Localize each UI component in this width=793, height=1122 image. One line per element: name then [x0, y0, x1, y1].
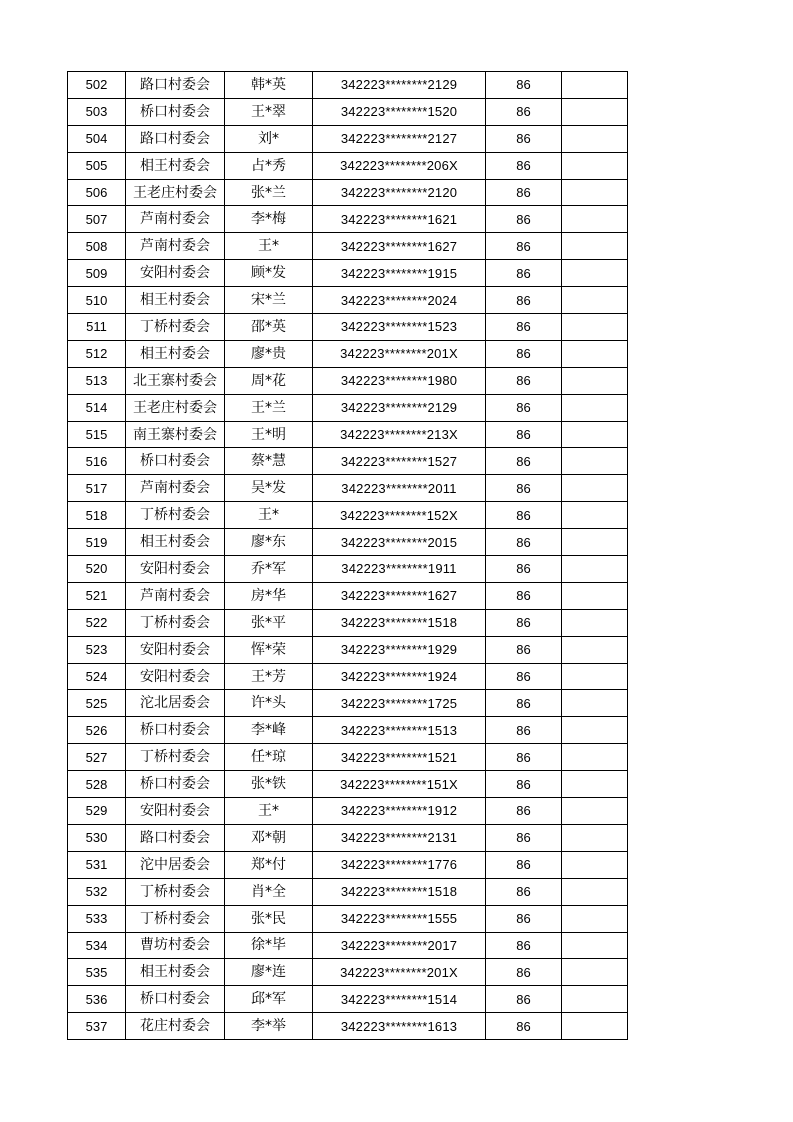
organization-cell: 路口村委会: [126, 72, 225, 99]
table-row: [68, 340, 628, 367]
organization-cell: 丁桥村委会: [126, 609, 225, 636]
table-row: [68, 878, 628, 905]
id-number-cell: 342223********2129: [313, 72, 486, 99]
organization-cell: 安阳村委会: [126, 663, 225, 690]
note-cell: [562, 287, 628, 314]
row-number-cell: 519: [68, 529, 126, 556]
table-row: [68, 959, 628, 986]
note-cell: [562, 986, 628, 1013]
organization-cell: 丁桥村委会: [126, 905, 225, 932]
score-cell: 86: [486, 824, 562, 851]
id-number-cell: 342223********1613: [313, 1013, 486, 1040]
person-name-cell: 刘*: [225, 125, 313, 152]
row-number-cell: 529: [68, 798, 126, 825]
person-name-cell: 邵*英: [225, 314, 313, 341]
organization-cell: 芦南村委会: [126, 582, 225, 609]
organization-cell: 北王寨村委会: [126, 367, 225, 394]
id-number-cell: 342223********1621: [313, 206, 486, 233]
table-row: [68, 582, 628, 609]
table-row: [68, 72, 628, 99]
person-name-cell: 宋*兰: [225, 287, 313, 314]
note-cell: [562, 878, 628, 905]
note-cell: [562, 502, 628, 529]
id-number-cell: 342223********201X: [313, 340, 486, 367]
score-cell: 86: [486, 744, 562, 771]
score-cell: 86: [486, 878, 562, 905]
organization-cell: 丁桥村委会: [126, 314, 225, 341]
note-cell: [562, 663, 628, 690]
score-cell: 86: [486, 690, 562, 717]
score-cell: 86: [486, 233, 562, 260]
note-cell: [562, 125, 628, 152]
id-number-cell: 342223********213X: [313, 421, 486, 448]
id-number-cell: 342223********1980: [313, 367, 486, 394]
score-cell: 86: [486, 287, 562, 314]
row-number-cell: 513: [68, 367, 126, 394]
note-cell: [562, 529, 628, 556]
note-cell: [562, 771, 628, 798]
row-number-cell: 507: [68, 206, 126, 233]
score-cell: 86: [486, 771, 562, 798]
person-name-cell: 李*梅: [225, 206, 313, 233]
note-cell: [562, 152, 628, 179]
person-name-cell: 乔*军: [225, 556, 313, 583]
organization-cell: 安阳村委会: [126, 636, 225, 663]
table-row: [68, 314, 628, 341]
roster-body: [68, 72, 628, 1040]
note-cell: [562, 717, 628, 744]
person-name-cell: 顾*发: [225, 260, 313, 287]
score-cell: 86: [486, 206, 562, 233]
score-cell: 86: [486, 717, 562, 744]
table-row: [68, 905, 628, 932]
organization-cell: 安阳村委会: [126, 556, 225, 583]
table-row: [68, 824, 628, 851]
id-number-cell: 342223********1912: [313, 798, 486, 825]
table-row: [68, 152, 628, 179]
person-name-cell: 张*民: [225, 905, 313, 932]
row-number-cell: 504: [68, 125, 126, 152]
row-number-cell: 508: [68, 233, 126, 260]
person-name-cell: 许*头: [225, 690, 313, 717]
row-number-cell: 524: [68, 663, 126, 690]
person-name-cell: 张*兰: [225, 179, 313, 206]
score-cell: 86: [486, 340, 562, 367]
id-number-cell: 342223********152X: [313, 502, 486, 529]
table-row: [68, 1013, 628, 1040]
person-name-cell: 王*: [225, 502, 313, 529]
note-cell: [562, 582, 628, 609]
person-name-cell: 韩*英: [225, 72, 313, 99]
score-cell: 86: [486, 179, 562, 206]
row-number-cell: 528: [68, 771, 126, 798]
person-name-cell: 廖*东: [225, 529, 313, 556]
note-cell: [562, 367, 628, 394]
person-name-cell: 王*翠: [225, 98, 313, 125]
organization-cell: 丁桥村委会: [126, 502, 225, 529]
note-cell: [562, 394, 628, 421]
person-name-cell: 张*铁: [225, 771, 313, 798]
id-number-cell: 342223********1911: [313, 556, 486, 583]
row-number-cell: 506: [68, 179, 126, 206]
note-cell: [562, 690, 628, 717]
organization-cell: 丁桥村委会: [126, 878, 225, 905]
note-cell: [562, 609, 628, 636]
id-number-cell: 342223********1776: [313, 851, 486, 878]
note-cell: [562, 233, 628, 260]
id-number-cell: 342223********206X: [313, 152, 486, 179]
id-number-cell: 342223********1725: [313, 690, 486, 717]
person-name-cell: 房*华: [225, 582, 313, 609]
note-cell: [562, 1013, 628, 1040]
row-number-cell: 516: [68, 448, 126, 475]
row-number-cell: 533: [68, 905, 126, 932]
organization-cell: 相王村委会: [126, 287, 225, 314]
row-number-cell: 502: [68, 72, 126, 99]
person-name-cell: 廖*连: [225, 959, 313, 986]
score-cell: 86: [486, 663, 562, 690]
id-number-cell: 342223********1527: [313, 448, 486, 475]
organization-cell: 路口村委会: [126, 125, 225, 152]
organization-cell: 路口村委会: [126, 824, 225, 851]
table-row: [68, 260, 628, 287]
score-cell: 86: [486, 609, 562, 636]
person-name-cell: 吴*发: [225, 475, 313, 502]
row-number-cell: 535: [68, 959, 126, 986]
score-cell: 86: [486, 556, 562, 583]
note-cell: [562, 636, 628, 663]
organization-cell: 丁桥村委会: [126, 744, 225, 771]
score-cell: 86: [486, 448, 562, 475]
score-cell: 86: [486, 152, 562, 179]
organization-cell: 沱中居委会: [126, 851, 225, 878]
note-cell: [562, 475, 628, 502]
id-number-cell: 342223********2129: [313, 394, 486, 421]
score-cell: 86: [486, 421, 562, 448]
person-name-cell: 肖*全: [225, 878, 313, 905]
row-number-cell: 509: [68, 260, 126, 287]
table-row: [68, 179, 628, 206]
note-cell: [562, 824, 628, 851]
note-cell: [562, 556, 628, 583]
table-row: [68, 287, 628, 314]
table-row: [68, 394, 628, 421]
score-cell: 86: [486, 529, 562, 556]
table-row: [68, 690, 628, 717]
organization-cell: 花庄村委会: [126, 1013, 225, 1040]
person-name-cell: 任*琼: [225, 744, 313, 771]
row-number-cell: 520: [68, 556, 126, 583]
row-number-cell: 505: [68, 152, 126, 179]
id-number-cell: 342223********1555: [313, 905, 486, 932]
note-cell: [562, 932, 628, 959]
row-number-cell: 522: [68, 609, 126, 636]
table-row: [68, 717, 628, 744]
row-number-cell: 526: [68, 717, 126, 744]
score-cell: 86: [486, 314, 562, 341]
row-number-cell: 523: [68, 636, 126, 663]
table-row: [68, 932, 628, 959]
table-row: [68, 125, 628, 152]
id-number-cell: 342223********1520: [313, 98, 486, 125]
id-number-cell: 342223********201X: [313, 959, 486, 986]
row-number-cell: 534: [68, 932, 126, 959]
table-row: [68, 556, 628, 583]
score-cell: 86: [486, 798, 562, 825]
row-number-cell: 532: [68, 878, 126, 905]
table-row: [68, 798, 628, 825]
row-number-cell: 530: [68, 824, 126, 851]
person-name-cell: 李*峰: [225, 717, 313, 744]
organization-cell: 王老庄村委会: [126, 394, 225, 421]
score-cell: 86: [486, 636, 562, 663]
row-number-cell: 517: [68, 475, 126, 502]
table-row: [68, 421, 628, 448]
note-cell: [562, 798, 628, 825]
note-cell: [562, 744, 628, 771]
organization-cell: 相王村委会: [126, 529, 225, 556]
id-number-cell: 342223********151X: [313, 771, 486, 798]
table-row: [68, 744, 628, 771]
id-number-cell: 342223********1518: [313, 878, 486, 905]
row-number-cell: 510: [68, 287, 126, 314]
score-cell: 86: [486, 72, 562, 99]
row-number-cell: 527: [68, 744, 126, 771]
note-cell: [562, 340, 628, 367]
organization-cell: 桥口村委会: [126, 771, 225, 798]
organization-cell: 相王村委会: [126, 959, 225, 986]
row-number-cell: 537: [68, 1013, 126, 1040]
organization-cell: 相王村委会: [126, 152, 225, 179]
id-number-cell: 342223********2024: [313, 287, 486, 314]
id-number-cell: 342223********1521: [313, 744, 486, 771]
note-cell: [562, 98, 628, 125]
row-number-cell: 503: [68, 98, 126, 125]
id-number-cell: 342223********2017: [313, 932, 486, 959]
id-number-cell: 342223********1518: [313, 609, 486, 636]
id-number-cell: 342223********1627: [313, 582, 486, 609]
table-row: [68, 475, 628, 502]
organization-cell: 芦南村委会: [126, 475, 225, 502]
table-row: [68, 609, 628, 636]
person-name-cell: 占*秀: [225, 152, 313, 179]
score-cell: 86: [486, 367, 562, 394]
person-name-cell: 恽*荣: [225, 636, 313, 663]
organization-cell: 沱北居委会: [126, 690, 225, 717]
table-row: [68, 851, 628, 878]
table-row: [68, 367, 628, 394]
note-cell: [562, 206, 628, 233]
organization-cell: 曹坊村委会: [126, 932, 225, 959]
organization-cell: 南王寨村委会: [126, 421, 225, 448]
row-number-cell: 511: [68, 314, 126, 341]
row-number-cell: 536: [68, 986, 126, 1013]
note-cell: [562, 421, 628, 448]
id-number-cell: 342223********2120: [313, 179, 486, 206]
score-cell: 86: [486, 98, 562, 125]
id-number-cell: 342223********1924: [313, 663, 486, 690]
id-number-cell: 342223********1627: [313, 233, 486, 260]
table-row: [68, 448, 628, 475]
score-cell: 86: [486, 959, 562, 986]
id-number-cell: 342223********1929: [313, 636, 486, 663]
score-cell: 86: [486, 582, 562, 609]
organization-cell: 芦南村委会: [126, 233, 225, 260]
organization-cell: 相王村委会: [126, 340, 225, 367]
note-cell: [562, 905, 628, 932]
score-cell: 86: [486, 905, 562, 932]
person-name-cell: 王*明: [225, 421, 313, 448]
table-row: [68, 98, 628, 125]
person-name-cell: 郑*付: [225, 851, 313, 878]
id-number-cell: 342223********1513: [313, 717, 486, 744]
organization-cell: 王老庄村委会: [126, 179, 225, 206]
organization-cell: 桥口村委会: [126, 448, 225, 475]
score-cell: 86: [486, 394, 562, 421]
person-name-cell: 徐*毕: [225, 932, 313, 959]
score-cell: 86: [486, 851, 562, 878]
note-cell: [562, 448, 628, 475]
person-name-cell: 周*花: [225, 367, 313, 394]
person-name-cell: 邓*朝: [225, 824, 313, 851]
note-cell: [562, 179, 628, 206]
note-cell: [562, 72, 628, 99]
table-row: [68, 233, 628, 260]
id-number-cell: 342223********2131: [313, 824, 486, 851]
table-row: [68, 206, 628, 233]
organization-cell: 桥口村委会: [126, 98, 225, 125]
organization-cell: 桥口村委会: [126, 717, 225, 744]
roster-table: [67, 71, 628, 1040]
person-name-cell: 王*芳: [225, 663, 313, 690]
table-row: [68, 529, 628, 556]
score-cell: 86: [486, 502, 562, 529]
person-name-cell: 邱*军: [225, 986, 313, 1013]
note-cell: [562, 959, 628, 986]
score-cell: 86: [486, 1013, 562, 1040]
table-row: [68, 502, 628, 529]
row-number-cell: 525: [68, 690, 126, 717]
person-name-cell: 王*兰: [225, 394, 313, 421]
id-number-cell: 342223********1523: [313, 314, 486, 341]
score-cell: 86: [486, 260, 562, 287]
table-row: [68, 663, 628, 690]
note-cell: [562, 851, 628, 878]
score-cell: 86: [486, 475, 562, 502]
organization-cell: 安阳村委会: [126, 260, 225, 287]
score-cell: 86: [486, 932, 562, 959]
table-row: [68, 636, 628, 663]
organization-cell: 芦南村委会: [126, 206, 225, 233]
table-row: [68, 986, 628, 1013]
table-row: [68, 771, 628, 798]
row-number-cell: 518: [68, 502, 126, 529]
note-cell: [562, 314, 628, 341]
row-number-cell: 531: [68, 851, 126, 878]
person-name-cell: 蔡*慧: [225, 448, 313, 475]
score-cell: 86: [486, 125, 562, 152]
person-name-cell: 王*: [225, 233, 313, 260]
person-name-cell: 王*: [225, 798, 313, 825]
id-number-cell: 342223********2011: [313, 475, 486, 502]
note-cell: [562, 260, 628, 287]
row-number-cell: 521: [68, 582, 126, 609]
row-number-cell: 515: [68, 421, 126, 448]
row-number-cell: 512: [68, 340, 126, 367]
id-number-cell: 342223********2127: [313, 125, 486, 152]
person-name-cell: 廖*贵: [225, 340, 313, 367]
person-name-cell: 张*平: [225, 609, 313, 636]
organization-cell: 安阳村委会: [126, 798, 225, 825]
organization-cell: 桥口村委会: [126, 986, 225, 1013]
id-number-cell: 342223********2015: [313, 529, 486, 556]
score-cell: 86: [486, 986, 562, 1013]
id-number-cell: 342223********1514: [313, 986, 486, 1013]
person-name-cell: 李*举: [225, 1013, 313, 1040]
row-number-cell: 514: [68, 394, 126, 421]
id-number-cell: 342223********1915: [313, 260, 486, 287]
